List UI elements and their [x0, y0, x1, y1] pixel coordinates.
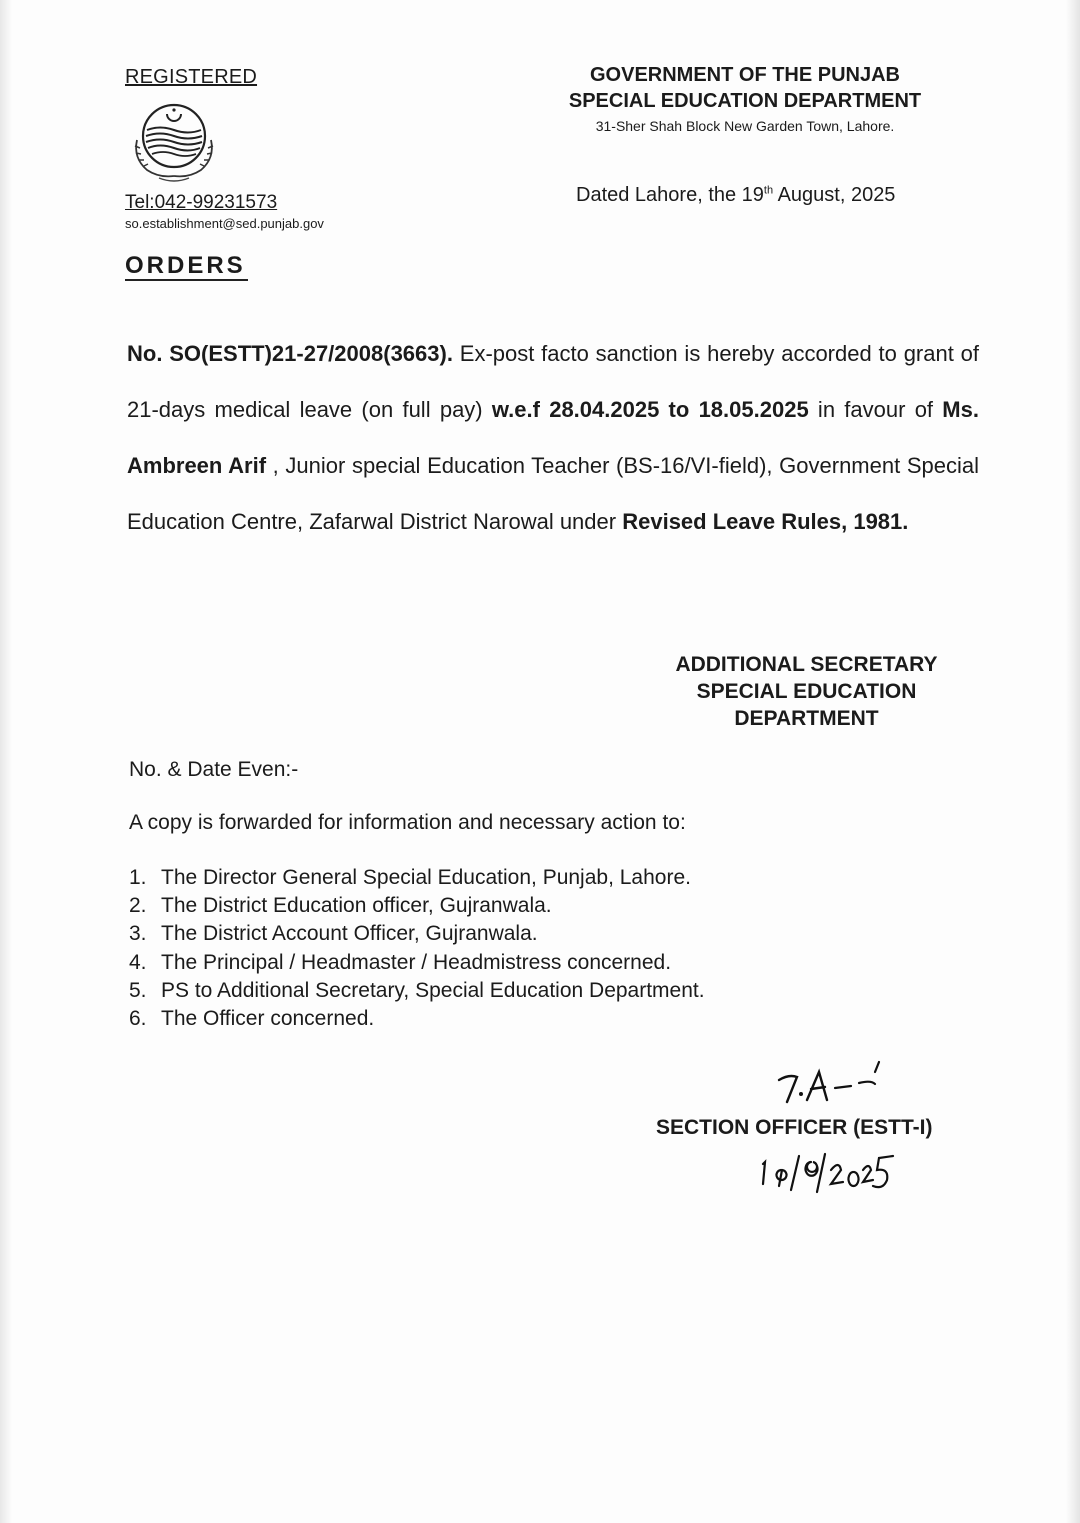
list-item-number: 2.	[129, 894, 147, 918]
issuing-authority	[640, 651, 973, 732]
department-title: SPECIAL EDUCATION DEPARTMENT	[568, 90, 922, 112]
leave-period: w.e.f 28.04.2025 to 18.05.2025	[491, 397, 809, 422]
email-address: so.establishment@sed.punjab.gov	[125, 216, 324, 231]
order-text-2: in favour of	[808, 397, 943, 422]
dated-line	[576, 184, 895, 207]
page-shadow-right	[1066, 0, 1080, 1523]
orders-heading: ORDERS	[125, 252, 246, 279]
issuer-line-1: ADDITIONAL SECRETARY	[675, 653, 938, 676]
list-item	[129, 949, 705, 977]
telephone-number: Tel:042-99231573	[125, 192, 278, 213]
employee-name: Ms. Ambreen Arif	[127, 397, 979, 478]
list-item	[129, 892, 705, 920]
order-text-1: Ex-post facto sanction is hereby accorded to grant of 21-days medical leave (on full pay)	[127, 341, 979, 422]
handwritten-signature	[775, 1058, 895, 1110]
copy-forwarded-intro: A copy is forwarded for information and necessary action to:	[129, 811, 686, 834]
issuer-line-3: DEPARTMENT	[734, 707, 879, 730]
order-paragraph	[127, 326, 979, 550]
department-address: 31-Sher Shah Block New Garden Town, Lahore.	[595, 118, 895, 134]
list-item-text: The Officer concerned.	[161, 1007, 375, 1031]
list-item-number: 4.	[129, 950, 147, 974]
list-item	[129, 1005, 705, 1033]
copy-to-list	[129, 864, 705, 1033]
government-of-punjab-emblem-icon	[127, 100, 221, 184]
list-item-number: 6.	[129, 1007, 147, 1031]
list-item-text: The Principal / Headmaster / Headmistress concerned.	[161, 950, 672, 974]
registered-label: REGISTERED	[125, 66, 258, 88]
list-item-number: 5.	[129, 978, 147, 1002]
section-officer-title: SECTION OFFICER (ESTT-I)	[656, 1116, 933, 1139]
list-item	[129, 864, 705, 892]
list-item-text: PS to Additional Secretary, Special Education Department.	[161, 978, 705, 1002]
list-item-text: The District Account Officer, Gujranwala.	[161, 922, 538, 946]
dated-ordinal: th	[763, 184, 774, 197]
page-shadow-left	[0, 0, 12, 1523]
letterhead-header	[545, 62, 945, 138]
list-item	[129, 920, 705, 948]
government-title: GOVERNMENT OF THE PUNJAB	[589, 64, 901, 86]
order-number: No. SO(ESTT)21-27/2008(3663).	[127, 341, 453, 366]
order-text-3: , Junior special Education Teacher (BS-16/VI-field), Government Special Education Centre, Zafarwal District Narowal under	[127, 453, 979, 534]
list-item-text: The Director General Special Education, Punjab, Lahore.	[161, 866, 691, 889]
list-item-number: 1.	[129, 866, 147, 889]
list-item-text: The District Education officer, Gujranwala.	[161, 894, 552, 918]
dated-prefix: Dated Lahore, the 19	[576, 184, 764, 206]
handwritten-date	[757, 1148, 897, 1198]
issuer-line-2: SPECIAL EDUCATION	[696, 680, 917, 703]
list-item	[129, 977, 705, 1005]
number-date-even: No. & Date Even:-	[129, 758, 299, 781]
dated-suffix: August, 2025	[773, 184, 896, 206]
list-item-number: 3.	[129, 922, 147, 946]
leave-rules: Revised Leave Rules, 1981.	[622, 509, 909, 534]
